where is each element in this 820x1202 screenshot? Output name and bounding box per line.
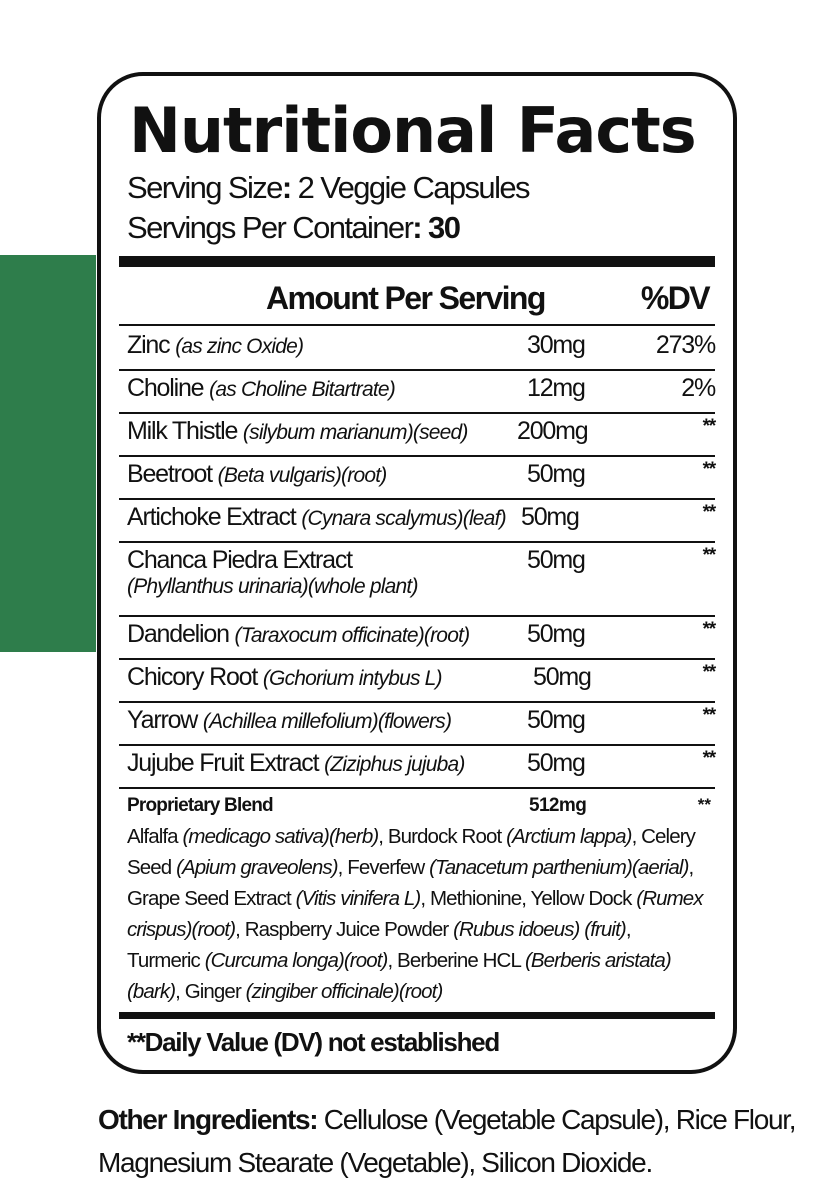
header-amount-per-serving: Amount Per Serving	[266, 280, 545, 316]
nutrient-dv: **	[702, 619, 715, 640]
label-title: Nutritional Facts	[129, 94, 696, 167]
nutrient-dv: 2%	[681, 374, 715, 402]
blend-ingredient-detail: (medicago sativa)(herb)	[182, 825, 379, 848]
nutrient-source: (Beta vulgaris)(root)	[217, 464, 387, 487]
nutrient-dv: **	[702, 545, 715, 566]
blend-ingredient-name: Celery Seed	[127, 825, 695, 879]
nutrient-name-text: Chanca Piedra Extract	[127, 546, 352, 574]
row-divider	[119, 787, 715, 789]
nutrient-name	[127, 703, 451, 739]
blend-ingredient-detail: (Arctium lappa)	[506, 825, 632, 848]
nutrition-facts-panel	[97, 72, 737, 1074]
nutrient-name	[127, 328, 303, 364]
servings-per-container-value: 30	[428, 210, 460, 245]
blend-ingredient-detail: (Vitis vinifera L)	[295, 887, 421, 910]
nutrient-name-text: Beetroot	[127, 460, 212, 488]
nutrient-row	[119, 703, 715, 744]
nutrient-row	[119, 660, 715, 701]
nutrient-amount: 12mg	[527, 374, 585, 402]
servings-per-container-label: Servings Per Container	[127, 210, 413, 245]
nutrient-amount: 50mg	[533, 663, 591, 691]
blend-ingredient-name: Grape Seed Extract	[127, 887, 291, 910]
blend-ingredient-detail: (Tanacetum parthenium)(aerial)	[429, 856, 689, 879]
blend-ingredient-name: Methionine	[429, 887, 522, 910]
nutrient-name	[127, 746, 465, 782]
blend-ingredient-detail: (Rubus idoeus) (fruit)	[453, 918, 626, 941]
nutrient-row	[119, 746, 715, 787]
blend-ingredient-name: Yellow Dock	[530, 887, 632, 910]
nutrient-name	[127, 457, 386, 493]
nutrient-dv: **	[702, 459, 715, 480]
nutrient-name-text: Jujube Fruit Extract	[127, 749, 319, 777]
blend-ingredient-detail: (Curcuma longa)(root)	[204, 949, 388, 972]
other-ingredients	[98, 1098, 798, 1184]
green-accent-strip	[0, 255, 96, 652]
divider-thin	[119, 324, 715, 326]
header-dv: %DV	[640, 280, 709, 316]
other-ingredients-text: Cellulose (Vegetable Capsule), Rice Flour, Magnesium Stearate (Vegetable), Silicon Dioxide.	[98, 1104, 796, 1178]
nutrient-source: (Achillea millefolium)(flowers)	[202, 710, 452, 733]
blend-ingredient-name: Feverfew	[347, 856, 425, 879]
blend-ingredient-name: Turmeric	[127, 949, 200, 972]
nutrient-row	[119, 414, 715, 455]
blend-ingredient-detail: (Apium graveolens)	[176, 856, 338, 879]
nutrient-name	[127, 543, 352, 577]
nutrient-row	[119, 328, 715, 369]
nutrient-dv: **	[702, 502, 715, 523]
nutrient-row	[119, 617, 715, 658]
proprietary-blend-ingredients: Alfalfa (medicago sativa)(herb), Burdock Root (Arctium lappa), Celery Seed (Apium graveolens), Feverfew (Tanacetum parthenium)(aerial), Grape Seed Extract (Vitis vinifera L), Methionine, Yellow Dock (Rumex crispus)(root), Raspberry Juice Powder (Rubus idoeus) (fruit), Turmeric (Curcuma longa)(root), Berberine HCL (Berberis aristata)(bark), Ginger (zingiber officinale)(root)	[127, 825, 703, 1003]
serving-size-colon: :	[281, 170, 298, 205]
nutrient-amount: 50mg	[527, 749, 585, 777]
nutrient-name-text: Choline	[127, 374, 204, 402]
nutrient-source: (silybum marianum)(seed)	[242, 421, 468, 444]
proprietary-blend-title: Proprietary Blend	[127, 795, 273, 816]
serving-size-value: 2 Veggie Capsules	[297, 170, 529, 205]
nutrient-row	[119, 500, 715, 541]
nutrient-dv: 273%	[655, 331, 715, 359]
nutrient-name-text: Chicory Root	[127, 663, 258, 691]
nutrient-name	[127, 617, 469, 653]
servings-per-container	[127, 210, 459, 246]
nutrient-dv: **	[702, 705, 715, 726]
blend-ingredient-detail: (Rumex crispus)(root)	[127, 887, 703, 941]
blend-ingredient-detail: (Berberis aristata)(bark)	[127, 949, 671, 1003]
nutrient-source: (as zinc Oxide)	[175, 335, 304, 358]
proprietary-blend-amount: 512mg	[529, 795, 587, 816]
nutrient-dv: **	[702, 662, 715, 683]
nutrient-row	[119, 371, 715, 412]
nutrient-name	[127, 414, 468, 450]
nutrient-name-text: Zinc	[127, 331, 170, 359]
dv-footnote: **Daily Value (DV) not established	[127, 1027, 499, 1057]
nutrient-name	[127, 500, 506, 536]
nutrient-source: (as Choline Bitartrate)	[209, 378, 395, 401]
blend-ingredient-name: Berberine HCL	[397, 949, 521, 972]
nutrient-name-text: Yarrow	[127, 706, 198, 734]
blend-ingredient-detail: (zingiber officinale)(root)	[245, 980, 443, 1003]
blend-ingredient-name: Raspberry Juice Powder	[244, 918, 449, 941]
nutrient-name	[127, 660, 442, 696]
nutrient-source: (Taraxocum officinate)(root)	[234, 624, 470, 647]
nutrient-source: (Gchorium intybus L)	[262, 667, 442, 690]
nutrient-name-text: Milk Thistle	[127, 417, 238, 445]
nutrient-amount: 200mg	[517, 417, 588, 445]
other-ingredients-label: Other Ingredients:	[98, 1104, 318, 1135]
nutrient-name	[127, 371, 395, 407]
nutrient-name-text: Dandelion	[127, 620, 229, 648]
nutrient-row	[119, 457, 715, 498]
divider-thick-bottom	[119, 1012, 715, 1019]
proprietary-blend-dv: **	[697, 795, 711, 814]
servings-per-container-colon: :	[412, 210, 429, 245]
serving-size-label: Serving Size	[127, 170, 282, 205]
nutrient-amount: 50mg	[527, 460, 585, 488]
divider-thick-top	[119, 256, 715, 267]
nutrient-source: (Cynara scalymus)(leaf)	[301, 507, 506, 530]
nutrient-source: (Phyllanthus urinaria)(whole plant)	[127, 575, 418, 598]
nutrient-amount: 50mg	[521, 503, 579, 531]
nutrient-name-text: Artichoke Extract	[127, 503, 296, 531]
nutrient-amount: 50mg	[527, 546, 585, 574]
nutrient-row	[119, 543, 715, 615]
nutrient-dv: **	[702, 748, 715, 769]
nutrient-amount: 30mg	[527, 331, 585, 359]
nutrient-amount: 50mg	[527, 620, 585, 648]
blend-ingredient-name: Burdock Root	[387, 825, 502, 848]
nutrient-source: (Ziziphus jujuba)	[324, 753, 465, 776]
nutrient-dv: **	[702, 416, 715, 437]
blend-ingredient-name: Alfalfa	[127, 825, 178, 848]
blend-ingredient-name: Ginger	[184, 980, 241, 1003]
nutrient-amount: 50mg	[527, 706, 585, 734]
serving-size	[127, 170, 529, 206]
